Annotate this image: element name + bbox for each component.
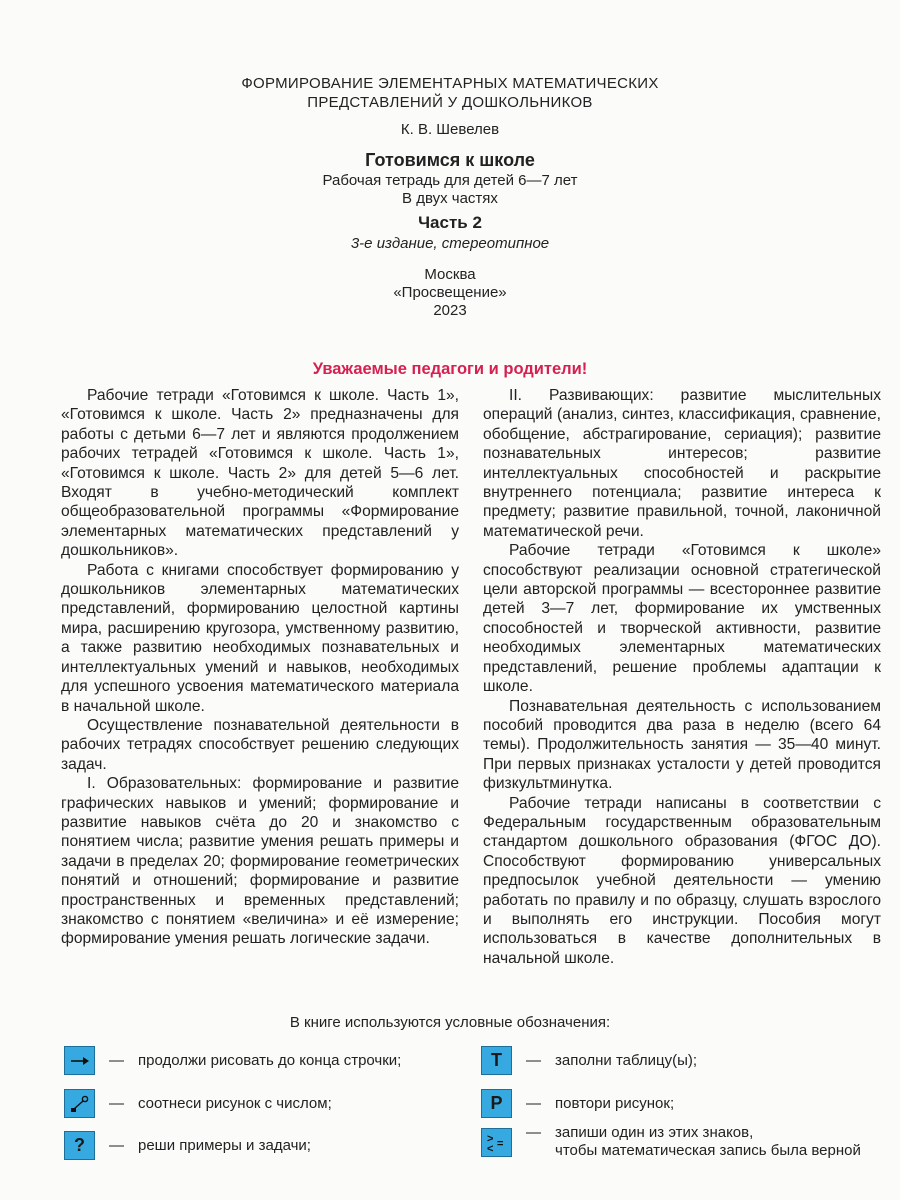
legend-text-line2: чтобы математическая запись была верной [555,1142,861,1159]
legend-dash: — [526,1052,541,1069]
legend-dash: — [526,1124,541,1141]
right-column [483,386,881,968]
book-title: Готовимся к школе [365,150,535,170]
paragraph: Рабочие тетради написаны в соответствии с Федеральным государственным образовательным стандартом дошкольного образования (ФГОС ДО). Способствуют формированию универсальных предпосылок учебной деятельности — умению работать по правилу и по образцу, слушать взрослого и выполнять его инструкции. Пособия могут использоваться в качестве дополнительных в начальной школе. [483,794,881,967]
legend-text: соотнеси рисунок с числом; [138,1094,332,1112]
compare-signs-icon [481,1128,512,1157]
legend-item-table [481,1046,697,1075]
legend-dash: — [109,1095,124,1112]
publisher: «Просвещение» [393,284,507,301]
paragraph: I. Образовательных: формирование и развитие графических навыков и умений; формирование и развитие навыков счёта до 20 и знакомство с понятием числа; развитие умения решать примеры и задачи в пределах 20; формирование геометрических понятий и отношений; формирование и развитие пространственных и временных представлений; знакомство с понятием «величина» и её измерение; формирование умения решать логические задачи. [61,775,459,948]
legend-text: продолжи рисовать до конца строчки; [138,1051,402,1069]
paragraph: Рабочие тетради «Готовимся к школе. Часть 1», «Готовимся к школе. Часть 2» предназначены для работы с детьми 6—7 лет и являются продолжением рабочих тетрадей «Готовимся к школе. Часть 1», «Готовимся к школе. Часть 2» для детей 5—6 лет. Входят в учебно-методический комплект общеобразовательной программы «Формирование элементарных математических представлений у дошкольников». [61,387,459,560]
legend-item-repeat [481,1089,674,1118]
parts-note: В двух частях [402,190,498,207]
question-icon: ? [64,1131,95,1160]
legend-text [555,1124,861,1160]
table-t-icon: Т [481,1046,512,1075]
legend-dash: — [526,1095,541,1112]
legend-item-continue [64,1046,401,1075]
legend-title: В книге используются условные обозначения: [289,1014,611,1031]
legend-text: повтори рисунок; [555,1094,675,1112]
legend-item-solve [64,1131,311,1160]
arrow-right-icon [64,1046,95,1075]
imprint [0,266,900,320]
part-number: Часть 2 [418,213,482,232]
svg-text:>: > [486,1132,493,1145]
left-column [61,386,459,949]
svg-text:<: < [486,1142,493,1154]
year: 2023 [433,302,467,319]
repeat-p-icon: Р [481,1089,512,1118]
legend-dash: — [109,1052,124,1069]
paragraph: Работа с книгами способствует формированию у дошкольников элементарных математических представлений, формированию целостной картины мира, расширению кругозора, умственному развитию, а также развитию необходимых познавательных и интеллектуальных умений и навыков, необходимых для успешного усвоения математического материала в начальной школе. [61,561,459,715]
legend-text: реши примеры и задачи; [138,1136,311,1154]
match-line-icon [64,1089,95,1118]
legend-text-line1: запиши один из этих знаков, [555,1124,754,1141]
series-title [0,74,900,112]
book-subtitle: Рабочая тетрадь для детей 6—7 лет [322,172,578,189]
legend-item-compare [481,1124,861,1160]
series-title-line2: ПРЕДСТАВЛЕНИЙ У ДОШКОЛЬНИКОВ [307,94,593,111]
legend-text: заполни таблицу(ы); [555,1051,698,1069]
svg-text:=: = [496,1137,503,1150]
author: К. В. Шевелев [400,121,500,138]
series-title-line1: ФОРМИРОВАНИЕ ЭЛЕМЕНТАРНЫХ МАТЕМАТИЧЕСКИХ [241,75,659,92]
greeting-heading: Уважаемые педагоги и родители! [312,360,588,378]
city: Москва [424,266,476,283]
paragraph: Познавательная деятельность с использованием пособий проводится два раза в неделю (всего 64 темы). Продолжительность занятия — 35—40 минут. При первых признаках усталости у детей проводится физкультминутка. [483,697,881,793]
paragraph: II. Развивающих: развитие мыслительных операций (анализ, синтез, классификация, сравнение, обобщение, абстрагирование, сериация); развитие познавательных интересов; развитие интеллектуальных способностей и раскрытие внутреннего потенциала; развитие интереса к предмету; развитие правильной, точной, лаконичной математической речи. [483,387,881,540]
book-subtitle-block [0,172,900,208]
paragraph: Рабочие тетради «Готовимся к школе» способствуют реализации основной стратегической цели авторской программы — всестороннее развитие детей 3—7 лет, формирование их умственных способностей и творческой активности, развитие необходимых элементарных математических представлений, решение проблемы адаптации к школе. [483,542,881,696]
legend-dash: — [109,1137,124,1154]
paragraph: Осуществление познавательной деятельности в рабочих тетрадях способствует решению следующих задач. [61,716,459,773]
legend-item-match [64,1089,332,1118]
edition: 3-е издание, стереотипное [350,235,550,252]
